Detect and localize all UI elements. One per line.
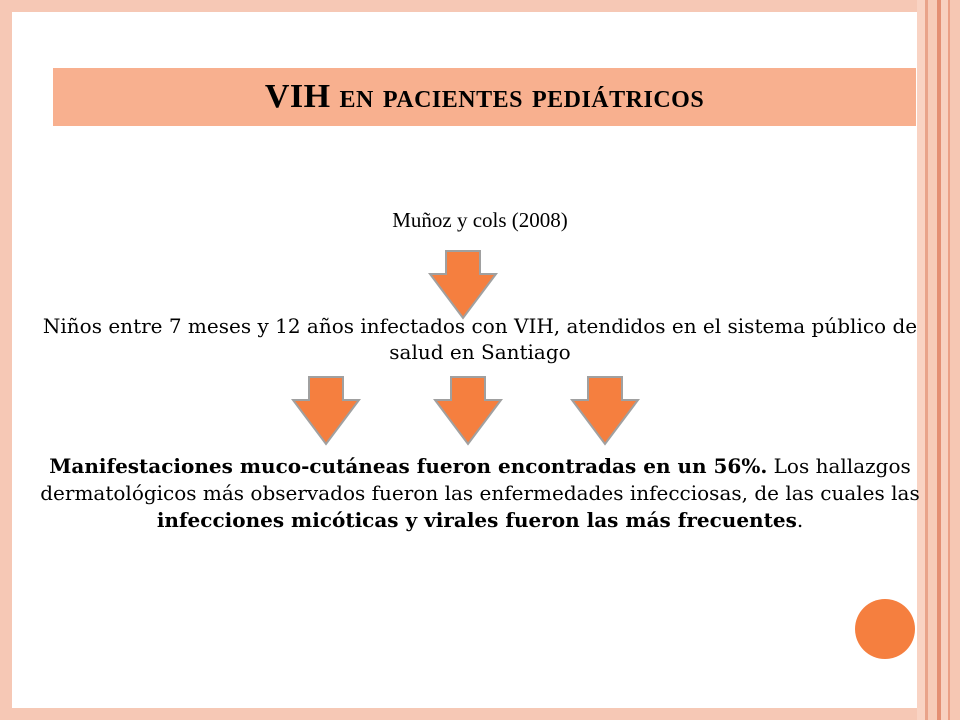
down-arrow-icon [433, 376, 503, 446]
down-arrow-icon [291, 376, 361, 446]
findings-text-3: . [796, 508, 804, 532]
down-arrow-icon [570, 376, 640, 446]
findings-text-2: Los hallazgos dermatológicos más observados fueron las enfermedades infecciosas, de las cuales las [40, 454, 920, 505]
frame-top-border [12, 0, 917, 12]
population-description: Niños entre 7 meses y 12 años infectados con VIH, atendidos en el sistema público de salud en Santiago [42, 314, 918, 364]
frame-left-border [0, 0, 12, 720]
findings-text [40, 453, 920, 534]
findings-bold-1: Manifestaciones muco-cutáneas fueron encontradas en un 56%. [49, 454, 768, 478]
decorative-circle [855, 599, 915, 659]
findings-bold-2: infecciones micóticas y virales fueron las más frecuentes [156, 508, 797, 532]
source-citation: Muñoz y cols (2008) [392, 208, 568, 232]
down-arrow-icon [428, 250, 498, 320]
frame-bottom-border [12, 708, 917, 720]
slide-title: VIH en pacientes pediátricos [264, 78, 705, 115]
frame-right-stripes [917, 0, 960, 720]
